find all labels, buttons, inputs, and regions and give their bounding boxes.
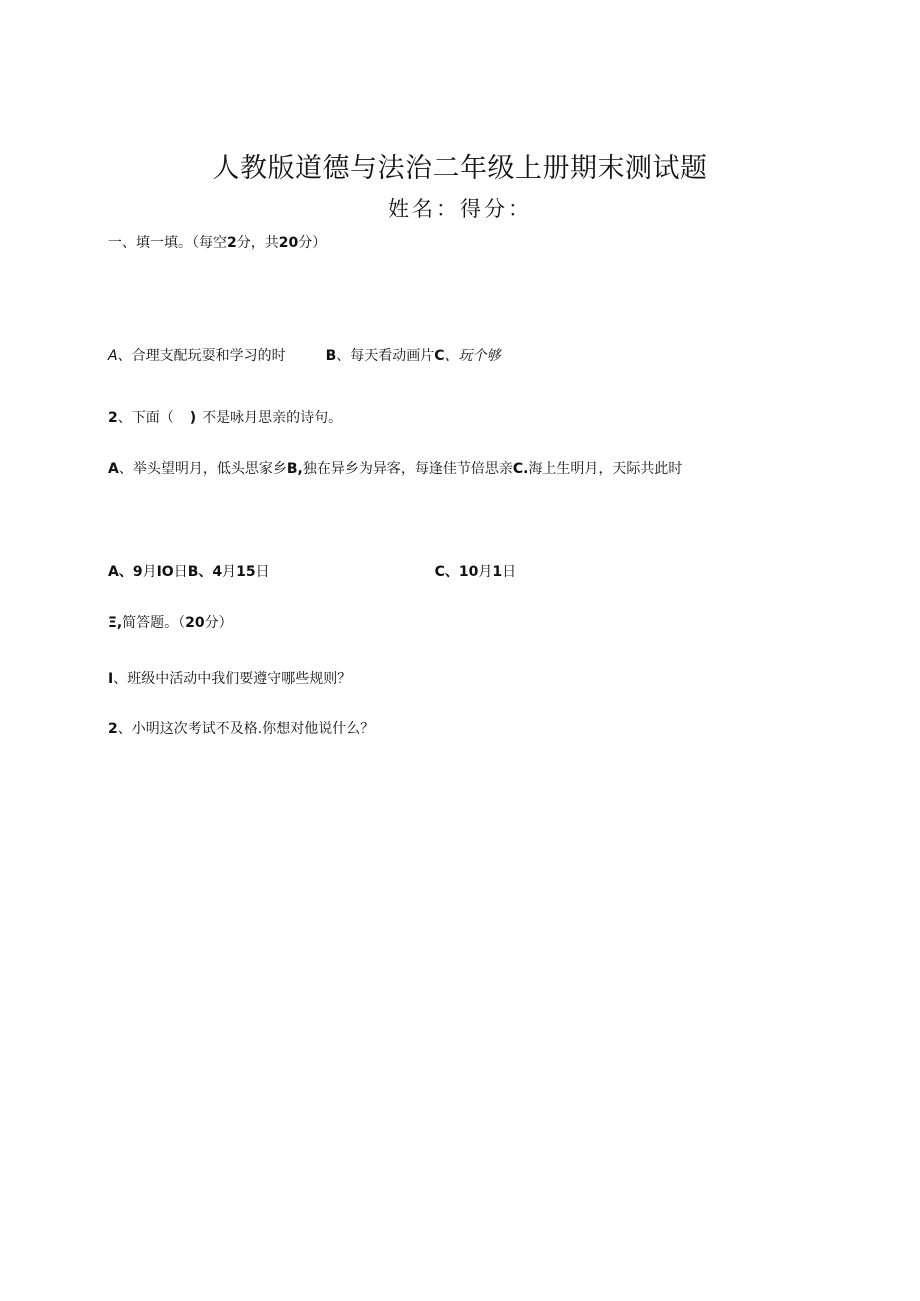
q3-option-a-day: 日 [173,564,188,580]
q3-option-c-num1: 、10 [444,564,479,580]
section3-question-1 [108,668,351,688]
section1-mid: 分，共 [236,235,279,251]
q3-option-b-month: 月 [222,564,237,580]
q2-options [108,458,682,478]
q3-option-a-month: 月 [142,564,157,580]
q2-text-b: 不是咏月思亲的诗句。 [202,410,343,426]
q3-option-b-day: 日 [255,564,270,580]
section3-heading [108,612,233,632]
q3-option-a-num1: 、9 [118,564,143,580]
q3-option-b-label: B [187,564,199,580]
q2-option-c-label: C. [512,461,529,477]
q2-text-a: 、下面（ [117,410,174,426]
name-score-line: 姓名：得分： [388,197,532,221]
q3-option-b-num1: 、4 [198,564,223,580]
q1-option-a-text: 、合理支配玩耍和学习的时 [117,348,286,364]
q1-option-c-text: 、玩个够 [444,348,501,364]
section1-points-total: 20 [278,235,299,251]
q1-option-c-label: C [434,348,445,364]
section1-suffix: 分） [298,235,327,251]
section3-text: 简答题。（ [122,615,186,631]
section3-points: 20 [185,615,205,631]
q3-option-a-label: A [108,564,119,580]
q2-option-a-label: A [108,461,119,477]
section3-question-2 [108,718,374,738]
q2-number: 2 [108,410,118,426]
section3-label: Ξ, [108,615,123,631]
q2-option-c-text: 海上生明月，天际共此时 [528,461,683,477]
q2-option-b-label: B, [286,461,303,477]
q2-question [108,407,342,427]
section1-points-each: 2 [227,235,237,251]
q1-option-a-label: A [108,348,118,364]
q1-option-b-label: B [325,348,337,364]
section1-heading [108,232,326,252]
s3-q1-text: 、班级中活动中我们要遵守哪些规则？ [113,671,352,687]
s3-q2-number: 2 [108,721,118,737]
q1-option-b-text: 、每天看动画片 [336,348,435,364]
document-title: 人教版道德与法治二年级上册期末测试题 [212,153,708,184]
s3-q2-text: 、小明这次考试不及格.你想对他说什么？ [117,721,375,737]
q3-option-b-num2: 15 [236,564,256,580]
q3-option-c-label: C [434,564,445,580]
q3-option-c-num2: 1 [492,564,503,580]
q3-option-a-num2: IO [156,564,174,580]
section3-suffix: 分） [204,615,233,631]
q3-options [108,561,516,581]
q2-paren: ) [189,410,197,426]
q2-option-a-text: 、举头望明月，低头思家乡 [118,461,287,477]
q1-options [108,345,501,365]
s3-q1-number: I [108,671,114,687]
q3-option-c-month: 月 [478,564,493,580]
q3-option-c-day: 日 [502,564,517,580]
section1-prefix: 一、填一填。（每空 [108,235,227,251]
q2-option-b-text: 独在异乡为异客，每逢佳节倍思亲 [302,461,513,477]
